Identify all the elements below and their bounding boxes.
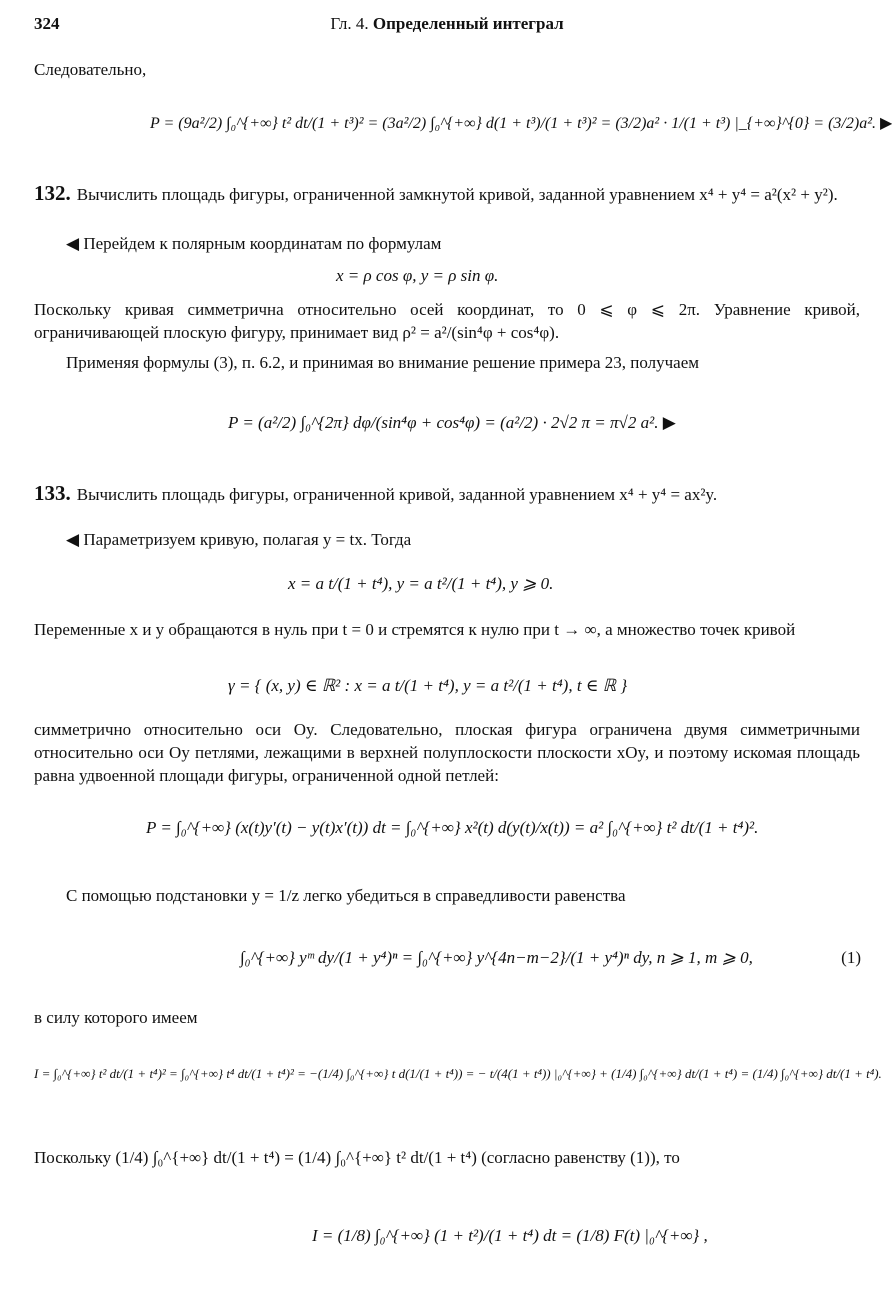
intro-text: Следовательно, bbox=[34, 60, 147, 79]
chapter-title: Гл. 4. Определенный интеграл bbox=[330, 14, 564, 33]
page-header bbox=[34, 14, 860, 40]
problem-number: 133. bbox=[34, 481, 71, 505]
formula-equality-1: ∫₀^{+∞} yᵐ dy/(1 + y⁴)ⁿ = ∫₀^{+∞} y^{4n−m−2}/(1 + y⁴)ⁿ dy, n ⩾ 1, m ⩾ 0, bbox=[240, 948, 753, 967]
formula-p2: P = (a²/2) ∫₀^{2π} dφ/(sin⁴φ + cos⁴φ) = (a²/2) · 2√2 π = π√2 a². ▶ bbox=[228, 413, 676, 432]
solution-132-line2: Поскольку кривая симметрична относительно осей координат, то 0 ⩽ φ ⩽ 2π. Уравнение кривой, ограничивающей плоскую фигуру, принимает вид ρ² = a²/(sin⁴φ + cos⁴φ). bbox=[34, 300, 860, 342]
problem-number: 132. bbox=[34, 181, 71, 205]
page-number: 324 bbox=[34, 14, 60, 33]
solution-133-line2: Переменные x и y обращаются в нуль при t = 0 и стремятся к нулю при t → ∞, а множество точек кривой bbox=[34, 620, 796, 639]
problem-133: 133. Вычислить площадь фигуры, ограниченной кривой, заданной уравнением x⁴ + y⁴ = ax²y. bbox=[34, 481, 718, 505]
formula-param: x = a t/(1 + t⁴), y = a t²/(1 + t⁴), y ⩾ 0. bbox=[288, 574, 554, 593]
solution-133-line6: Поскольку (1/4) ∫₀^{+∞} dt/(1 + t⁴) = (1/4) ∫₀^{+∞} t² dt/(1 + t⁴) (согласно равенству (1)), то bbox=[34, 1148, 680, 1167]
solution-132-line1: ◀ Перейдем к полярным координатам по формулам bbox=[66, 234, 442, 253]
solution-133-line1: ◀ Параметризуем кривую, полагая y = tx. Тогда bbox=[66, 530, 412, 549]
solution-133-line3: симметрично относительно оси Oy. Следовательно, плоская фигура ограничена двумя симметричными относительно оси Oy петлями, лежащими в верхней полуплоскости плоскости xOy, и поэтому искомая площадь равна удвоенной площади фигуры, ограниченной одной петлей: bbox=[34, 720, 860, 785]
formula-i1: I = ∫₀^{+∞} t² dt/(1 + t⁴)² = ∫₀^{+∞} t⁴ dt/(1 + t⁴)² = −(1/4) ∫₀^{+∞} t d(1/(1 + t⁴)) = − t/(4(1 + t⁴)) |₀^{+∞} + (1/4) ∫₀^{+∞} dt/(1 + t⁴) = (1/4) ∫₀^{+∞} dt/(1 + t⁴). bbox=[34, 1066, 882, 1081]
problem-132: 132. Вычислить площадь фигуры, ограниченной замкнутой кривой, заданной уравнением x⁴ + y⁴ = a²(x² + y²). bbox=[34, 181, 838, 205]
solution-132-line3: Применяя формулы (3), п. 6.2, и принимая во внимание решение примера 23, получаем bbox=[66, 353, 700, 372]
formula-p1: P = (9a²/2) ∫₀^{+∞} t² dt/(1 + t³)² = (3a²/2) ∫₀^{+∞} d(1 + t³)/(1 + t³)² = (3/2)a² · 1/(1 + t³) |_{+∞}^{0} = (3/2)a². ▶ bbox=[150, 115, 892, 132]
solution-133-line5: в силу которого имеем bbox=[34, 1008, 198, 1027]
formula-gamma: γ = { (x, y) ∈ ℝ² : x = a t/(1 + t⁴), y = a t²/(1 + t⁴), t ∈ ℝ } bbox=[228, 676, 628, 695]
formula-polar: x = ρ cos φ, y = ρ sin φ. bbox=[336, 266, 499, 285]
solution-133-line4: С помощью подстановки y = 1/z легко убедиться в справедливости равенства bbox=[66, 886, 626, 905]
formula-i2: I = (1/8) ∫₀^{+∞} (1 + t²)/(1 + t⁴) dt = (1/8) F(t) |₀^{+∞} , bbox=[312, 1226, 708, 1245]
end-proof-marker: ▶ bbox=[880, 115, 892, 132]
equation-number: (1) bbox=[841, 948, 861, 967]
end-proof-marker: ▶ bbox=[662, 413, 676, 432]
formula-p3: P = ∫₀^{+∞} (x(t)y′(t) − y(t)x′(t)) dt = ∫₀^{+∞} x²(t) d(y(t)/x(t)) = a² ∫₀^{+∞} t² dt/(1 + t⁴)². bbox=[146, 818, 759, 837]
